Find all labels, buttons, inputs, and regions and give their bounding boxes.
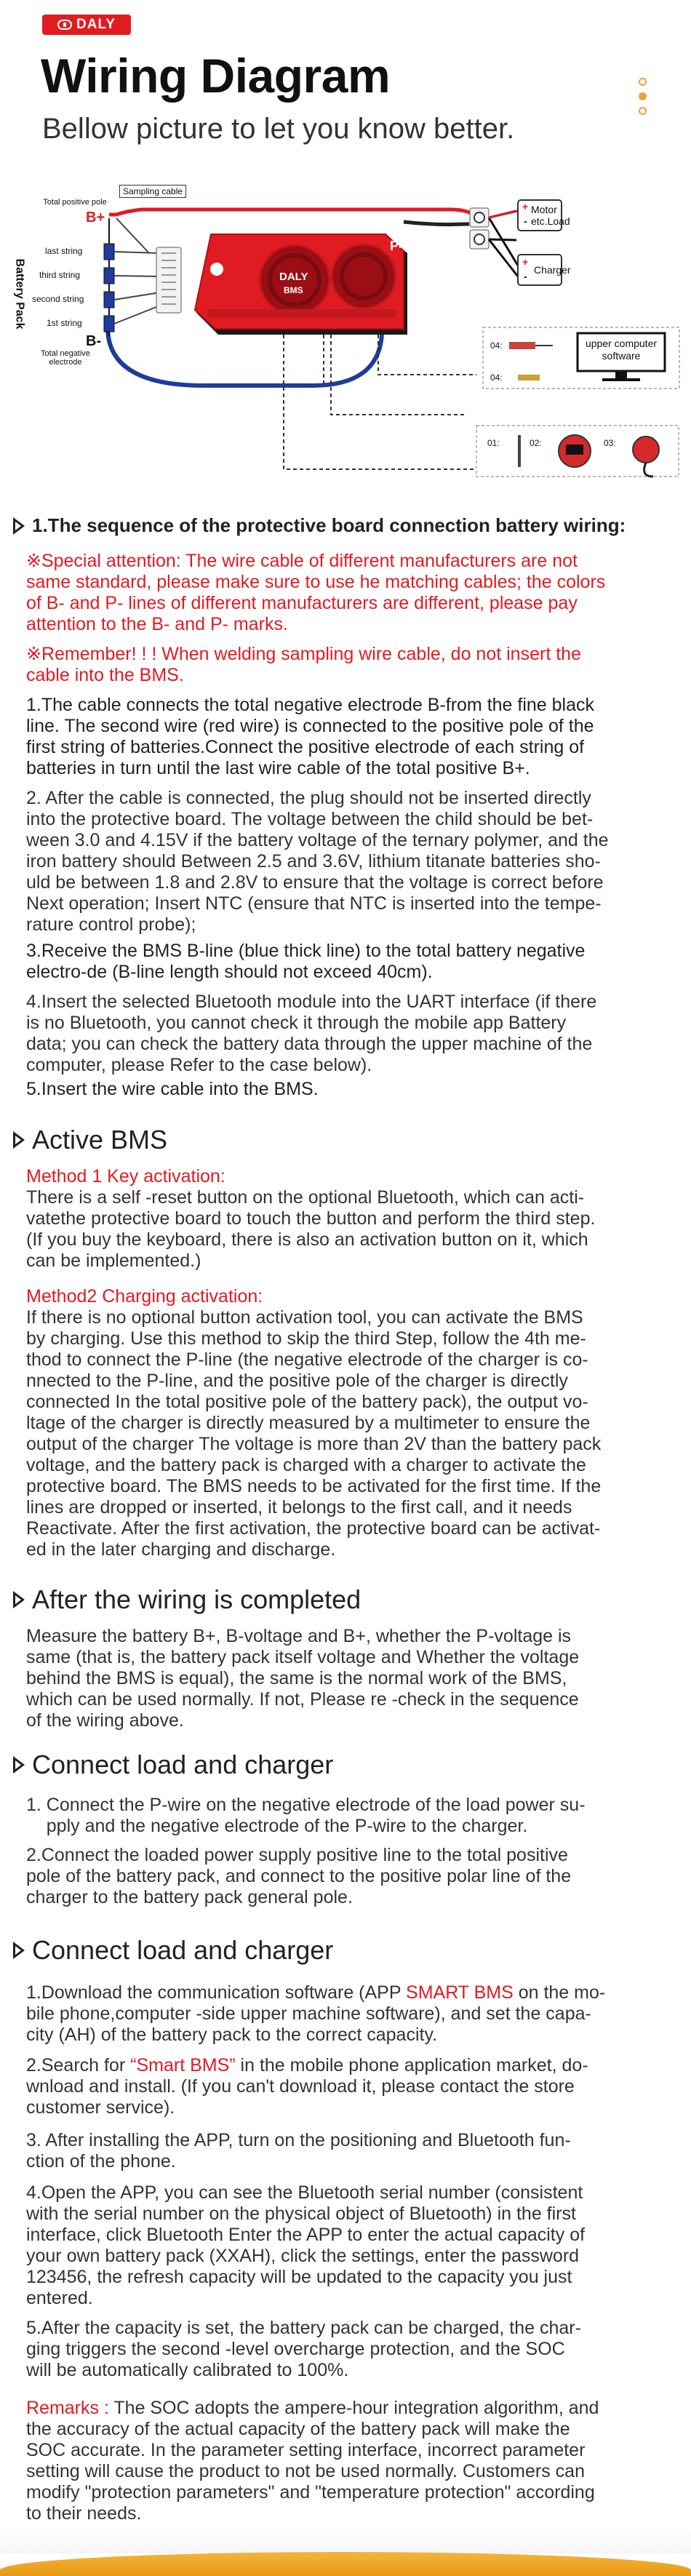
port-04-label: 04:	[490, 340, 503, 351]
text-line: connected In the total positive pole of the battery pack), the output vo-	[26, 1392, 588, 1412]
text-run: The SOC adopts the ampere-hour integration algorithm, and	[113, 2398, 599, 2418]
string-label: last string	[45, 246, 83, 256]
bms-label: BMS	[284, 285, 303, 295]
after-wiring-title: After the wiring is completed	[32, 1584, 362, 1614]
connect-load-item-1	[26, 1795, 668, 1837]
text-line: modify "protection parameters" and "temperature protection" according	[26, 2482, 595, 2503]
text-line: into the protective board. The voltage between the child should be bet-	[26, 809, 594, 829]
wiring-diagram	[0, 167, 691, 509]
logo-mark-icon	[57, 20, 72, 30]
motor-plus-label: +	[522, 201, 529, 212]
text-line: first string of batteries.Connect the positive electrode of each string of	[26, 737, 585, 757]
text-line: Reactivate. After the first activation, the protective board can be activat-	[26, 1518, 601, 1539]
b-plus-label: B+	[86, 210, 105, 226]
text-line: ※Special attention: The wire cable of different manufacturers are not	[26, 551, 578, 571]
connect-load-title: Connect load and charger	[32, 1750, 334, 1779]
decorative-dots	[639, 78, 649, 121]
connect-load-heading	[13, 1750, 333, 1780]
app-step-2	[26, 2055, 668, 2118]
text-run: on the mo-	[513, 1982, 606, 2003]
text-line: line. The second wire (red wire) is connected to the positive pole of the	[26, 716, 594, 736]
triangle-bullet-icon	[13, 1591, 25, 1608]
text-line: iron battery should Between 2.5 and 3.6V, lithium titanate batteries sho-	[26, 851, 601, 872]
negative-wire	[108, 329, 382, 386]
step-2	[26, 788, 668, 936]
text-line: lines are dropped or inserted, it belongs to the first call, and it needs	[26, 1497, 572, 1518]
method-1-label: Method 1 Key activation:	[26, 1166, 225, 1187]
string-label: second string	[32, 294, 84, 304]
text-line: 123456, the refresh capacity will be updated to the capacity you just	[26, 2267, 572, 2287]
total-negative-electrode-label: Total negative electrode	[41, 349, 90, 367]
triangle-bullet-icon	[13, 1756, 25, 1774]
text-run: 2.Search for	[26, 2055, 131, 2075]
step-4	[26, 992, 668, 1076]
text-line: setting will cause the product to not be used normally. Customers can	[26, 2461, 585, 2481]
text-line: pole of the battery pack, and connect to the positive polar line of the	[26, 1866, 572, 1886]
charger-minus-label: -	[524, 271, 527, 282]
motor-load-label: Motor etc.Load	[531, 204, 570, 227]
text-run: in the mobile phone application market, do-	[235, 2055, 588, 2075]
dot-icon	[639, 92, 647, 100]
step-1	[26, 695, 668, 779]
text-line: same (that is, the battery pack itself voltage and Whether the voltage	[26, 1647, 580, 1667]
text-line: pply and the negative electrode of the P-wire to the charger.	[26, 1816, 528, 1836]
text-line: with the serial number on the physical object of Bluetooth) in the first	[26, 2204, 576, 2224]
text-line: entered.	[26, 2288, 93, 2308]
app-step-1	[26, 1982, 668, 2046]
section-1-heading	[13, 514, 626, 537]
text-line: voltage, and the battery pack is charged with a charger to activate the	[26, 1455, 586, 1475]
text-line: If there is no optional button activation tool, you can activate the BMS	[26, 1307, 583, 1328]
page-subtitle: Bellow picture to let you know better.	[42, 113, 515, 145]
text-line: batteries in turn until the last wire cable of the total positive B+.	[26, 758, 530, 778]
text-line: computer, please Refer to the case below).	[26, 1055, 372, 1075]
port-02-label: 02:	[530, 438, 542, 448]
upper-computer-label: upper computer software	[585, 338, 658, 362]
text-line: same standard, please make sure to use he matching cables; the colors	[26, 572, 606, 592]
connect-app-title: Connect load and charger	[32, 1935, 334, 1965]
text-line: 2. After the cable is connected, the plug should not be inserted directly	[26, 788, 591, 808]
text-line: by charging. Use this method to skip the third Step, follow the 4th me-	[26, 1328, 586, 1349]
app-step-3	[26, 2130, 668, 2172]
text-line: output of the charger The voltage is more than 2V than the battery pack	[26, 1434, 602, 1454]
text-line: 2.Connect the loaded power supply positive line to the total positive	[26, 1845, 568, 1865]
total-positive-pole-label: Total positive pole	[43, 198, 107, 207]
p-minus-wire	[404, 222, 469, 225]
text-line: is no Bluetooth, you cannot check it through the mobile app Battery	[26, 1013, 567, 1033]
app-step-4	[26, 2182, 668, 2309]
text-line: nnected to the P-line, and the positive pole of the charger is directly	[26, 1371, 568, 1391]
sampling-connector	[156, 247, 181, 313]
smart-bms-app-name: SMART BMS	[406, 1982, 514, 2003]
daly-logo	[42, 15, 131, 35]
dot-icon	[639, 107, 647, 115]
brand-name: DALY	[76, 17, 116, 32]
special-attention	[26, 551, 668, 635]
string-label: third string	[39, 270, 81, 280]
charger-plus-label: +	[522, 256, 529, 268]
text-line: SOC accurate. In the parameter setting interface, incorrect parameter	[26, 2440, 586, 2460]
text-line: 1.The cable connects the total negative electrode B-from the fine black	[26, 695, 595, 715]
active-bms-heading	[13, 1125, 167, 1155]
port-04-label: 04:	[490, 372, 503, 383]
text-line: 5.Insert the wire cable into the BMS.	[26, 1079, 319, 1099]
remember-note	[26, 644, 668, 686]
text-line: thod to connect the P-line (the negative electrode of the charger is co-	[26, 1349, 588, 1370]
motor-minus-label: -	[524, 215, 527, 227]
text-line: customer service).	[26, 2097, 175, 2118]
text-line: your own battery pack (XXAH), click the settings, enter the password	[26, 2246, 580, 2266]
battery-cells	[104, 218, 114, 336]
port-03-label: 03:	[604, 438, 616, 448]
text-line: uld be between 1.8 and 2.8V to ensure that the voltage is correct before	[26, 872, 604, 893]
text-run: 1.Download the communication software (APP	[26, 1982, 407, 2003]
text-line: 3. After installing the APP, turn on the positioning and Bluetooth fun-	[26, 2130, 571, 2150]
bottom-decorative-bar	[0, 2552, 691, 2576]
text-line: the accuracy of the actual capacity of the battery pack will make the	[26, 2419, 570, 2439]
after-wiring-text	[26, 1626, 668, 1731]
b-minus-label: B-	[86, 333, 102, 349]
text-line: of the wiring above.	[26, 1710, 184, 1731]
text-line: There is a self -reset button on the optional Bluetooth, which can acti-	[26, 1187, 585, 1208]
remarks	[26, 2398, 668, 2524]
connect-load-item-2	[26, 1845, 668, 1908]
text-line: wnload and install. (If you can't download it, please contact the store	[26, 2076, 575, 2097]
text-line: ction of the phone.	[26, 2151, 176, 2172]
dot-icon	[639, 78, 647, 86]
p-minus-label: P-	[390, 239, 403, 253]
text-line: can be implemented.)	[26, 1251, 201, 1271]
text-line: of B- and P- lines of different manufacturers are different, please pay	[26, 593, 578, 613]
text-line: electro-de (B-line length should not exceed 40cm).	[26, 962, 433, 982]
method-1-text	[26, 1187, 668, 1272]
page-title: Wiring Diagram	[41, 49, 391, 103]
text-line: vatethe protective board to touch the button and perform the third step.	[26, 1208, 596, 1229]
text-line: data; you can check the battery data through the upper machine of the	[26, 1034, 593, 1054]
text-line: 1. Connect the P-wire on the negative electrode of the load power su-	[26, 1795, 586, 1815]
smart-bms-search-term: “Smart BMS”	[130, 2055, 236, 2075]
sampling-wires	[114, 218, 160, 324]
active-bms-title: Active BMS	[32, 1125, 168, 1155]
text-line: Measure the battery B+, B-voltage and B+, whether the P-voltage is	[26, 1626, 572, 1646]
text-line: ween 3.0 and 4.15V if the battery voltage of the ternary polymer, and the	[26, 830, 609, 850]
remarks-label: Remarks :	[26, 2398, 114, 2418]
text-line: interface, click Bluetooth Enter the APP to enter the actual capacity of	[26, 2225, 586, 2245]
text-line: ed in the later charging and discharge.	[26, 1539, 336, 1560]
method-2-label: Method2 Charging activation:	[26, 1286, 263, 1307]
charger-label: Charger	[534, 264, 571, 276]
text-line	[26, 1982, 668, 2003]
step-5	[26, 1079, 668, 1100]
app-step-5	[26, 2318, 668, 2381]
text-line: protective board. The BMS needs to be activated for the first time. If the	[26, 1476, 602, 1496]
text-line: Next operation; Insert NTC (ensure that NTC is inserted into the tempe-	[26, 893, 602, 914]
text-line: behind the BMS is equal), the same is the normal work of the BMS,	[26, 1668, 567, 1688]
accessory-dashed-lines	[324, 335, 476, 415]
text-line	[26, 2055, 668, 2076]
text-line: 3.Receive the BMS B-line (blue thick line) to the total battery negative	[26, 941, 586, 961]
method-2-text	[26, 1307, 668, 1560]
port-01-label: 01:	[487, 438, 500, 448]
text-line: bile phone,computer -side upper machine software), and set the capa-	[26, 2003, 591, 2024]
bottom-fade	[0, 2524, 691, 2553]
section-1-title: 1.The sequence of the protective board connection battery wiring:	[32, 514, 626, 536]
text-line: 4.Open the APP, you can see the Bluetooth serial number (consistent	[26, 2182, 583, 2203]
triangle-bullet-icon	[13, 517, 25, 535]
text-line: (If you buy the keyboard, there is also an activation button on it, which	[26, 1229, 588, 1250]
text-line: 5.After the capacity is set, the battery pack can be charged, the char-	[26, 2318, 581, 2338]
triangle-bullet-icon	[13, 1942, 25, 1959]
bms-board	[195, 234, 407, 335]
triangle-bullet-icon	[13, 1131, 25, 1149]
text-line: city (AH) of the battery pack to the correct capacity.	[26, 2025, 438, 2045]
text-line: cable into the BMS.	[26, 665, 184, 685]
string-label: 1st string	[47, 318, 82, 328]
sampling-cable-label: Sampling cable	[119, 185, 186, 198]
text-line: charger to the battery pack general pole.	[26, 1887, 353, 1907]
step-3	[26, 941, 668, 983]
text-line: ltage of the charger is directly measured by a multimeter to ensure the	[26, 1413, 591, 1433]
activation-button	[633, 436, 659, 463]
bms-brand-label: DALY	[279, 271, 308, 283]
text-line: ※Remember! ! ! When welding sampling wire cable, do not insert the	[26, 644, 581, 664]
connect-app-heading	[13, 1935, 333, 1966]
battery-pack-label: Battery Pack	[13, 258, 26, 330]
text-line: ging triggers the second -level overcharge protection, and the SOC	[26, 2339, 565, 2359]
text-line: rature control probe);	[26, 914, 196, 935]
text-line: which can be used normally. If not, Please re -check in the sequence	[26, 1689, 579, 1710]
text-line: attention to the B- and P- marks.	[26, 614, 288, 634]
text-line: 4.Insert the selected Bluetooth module into the UART interface (if there	[26, 992, 597, 1012]
positive-wire	[109, 210, 479, 220]
text-line	[26, 2398, 668, 2419]
after-wiring-heading	[13, 1584, 361, 1615]
text-line: to their needs.	[26, 2503, 142, 2524]
text-line: will be automatically calibrated to 100%.	[26, 2360, 349, 2380]
